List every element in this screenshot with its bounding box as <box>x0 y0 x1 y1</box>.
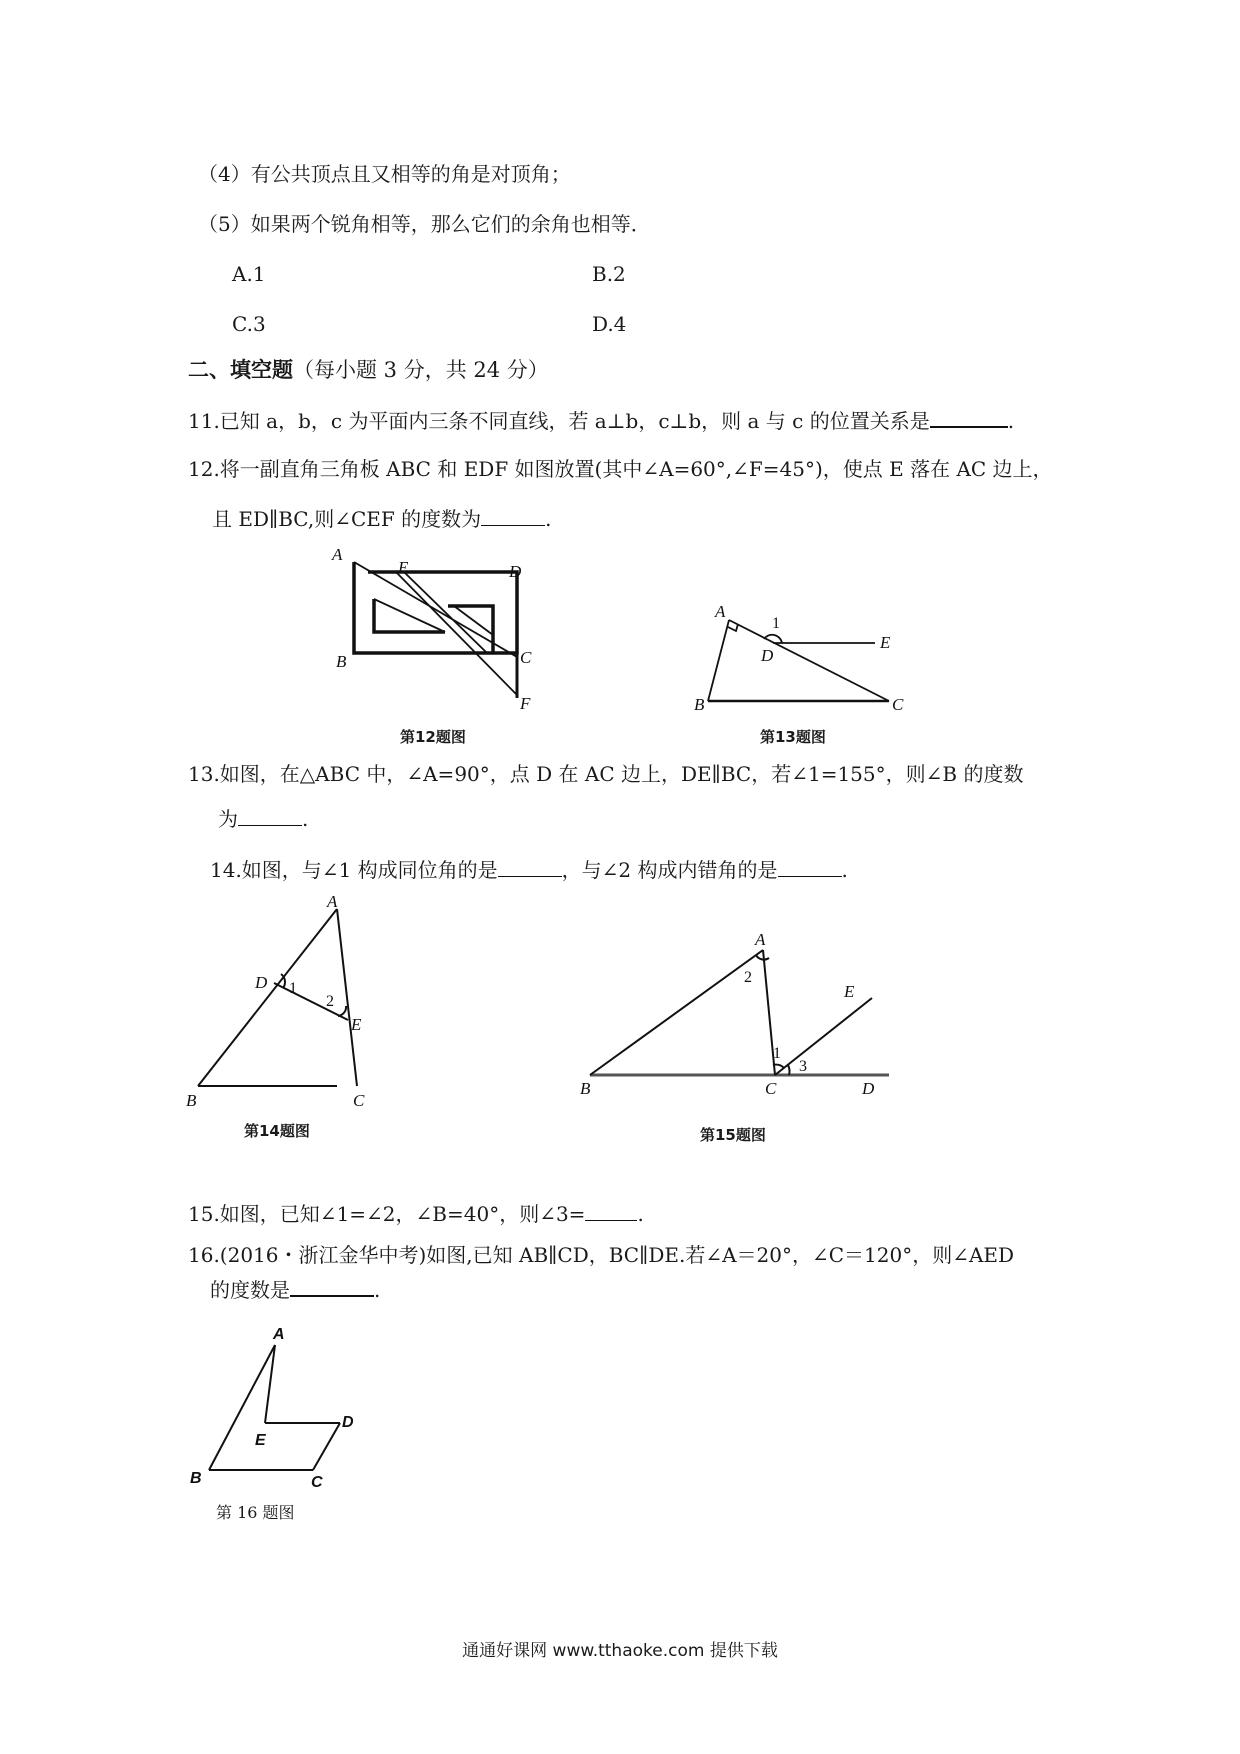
question-15 <box>188 1200 644 1228</box>
fig16-label-D: D <box>342 1414 354 1431</box>
fig15-label-B: B <box>580 1079 591 1098</box>
fig16-label-C: C <box>311 1474 323 1491</box>
question-16-line1: 16.(2016・浙江金华中考)如图,已知 AB∥CD，BC∥DE.若∠A＝20°，∠C＝120°，则∠AED <box>188 1243 1015 1267</box>
q11-answer-blank[interactable] <box>930 406 1008 428</box>
q16-answer-blank[interactable] <box>290 1275 374 1297</box>
fig14-label-A: A <box>327 892 338 911</box>
q12-end: . <box>545 507 552 531</box>
question-12-line1: 12.将一副直角三角板 ABC 和 EDF 如图放置(其中∠A=60°,∠F=45°)，使点 E 落在 AC 边上， <box>188 457 1053 481</box>
fig14-caption: 第14题图 <box>244 1122 310 1140</box>
q15-text: 15.如图，已知∠1=∠2，∠B=40°，则∠3= <box>188 1202 586 1226</box>
q11-end: . <box>1007 409 1015 433</box>
fig13-label-B: B <box>694 695 705 714</box>
q15-end: . <box>637 1202 644 1226</box>
figure-16 <box>185 1320 365 1490</box>
fig15-label-E: E <box>844 982 855 1001</box>
fig15-label-C: C <box>765 1079 777 1098</box>
fig14-label-B: B <box>186 1091 197 1110</box>
figure-12 <box>320 540 550 720</box>
q12-text: 且 ED∥BC,则∠CEF 的度数为 <box>212 507 482 531</box>
fig13-label-C: C <box>892 695 904 714</box>
q14-part1: 14.如图，与∠1 构成同位角的是 <box>210 858 498 882</box>
statement-4: （4）有公共顶点且又相等的角是对顶角； <box>198 162 571 186</box>
section-heading <box>188 356 549 384</box>
question-13-line2 <box>218 805 308 833</box>
figure-14 <box>180 892 380 1125</box>
q13-answer-blank[interactable] <box>238 805 302 826</box>
fig16-label-A: A <box>273 1326 285 1343</box>
q15-answer-blank[interactable] <box>585 1200 637 1221</box>
option-c: C.3 <box>232 312 266 336</box>
fig15-caption: 第15题图 <box>700 1126 766 1144</box>
q14-answer-blank-2[interactable] <box>778 856 842 877</box>
fig13-label-D: D <box>761 646 774 665</box>
page-footer: 通通好课网 www.tthaoke.com 提供下载 <box>462 1641 778 1661</box>
fig14-label-C: C <box>353 1091 365 1110</box>
option-d: D.4 <box>592 312 627 336</box>
fig12-label-F: F <box>520 694 531 713</box>
fig12-label-E: E <box>398 558 409 577</box>
fig12-label-A: A <box>332 545 343 564</box>
q14-part2: ，与∠2 构成内错角的是 <box>561 858 778 882</box>
section-note: （每小题 3 分，共 24 分） <box>293 358 549 382</box>
option-a: A.1 <box>232 262 266 286</box>
fig14-label-D: D <box>255 973 268 992</box>
question-13-line1: 13.如图，在△ABC 中，∠A=90°，点 D 在 AC 边上，DE∥BC，若∠1=155°，则∠B 的度数 <box>188 762 1024 786</box>
fig15-label-D: D <box>862 1079 875 1098</box>
q11-text: 11.已知 a，b，c 为平面内三条不同直线，若 a⊥b，c⊥b，则 a 与 c 的位置关系是 <box>188 409 930 433</box>
fig13-caption: 第13题图 <box>760 728 826 746</box>
question-14 <box>210 856 848 884</box>
q14-end: . <box>841 858 848 882</box>
fig12-label-C: C <box>520 648 532 667</box>
fig16-label-B: B <box>190 1470 202 1487</box>
q16-text: 的度数是 <box>210 1278 290 1302</box>
fig15-label-angle3: 3 <box>799 1058 807 1075</box>
q13-end: . <box>302 807 309 831</box>
statement-5: （5）如果两个锐角相等，那么它们的余角也相等． <box>198 212 651 236</box>
fig15-label-A: A <box>755 930 766 949</box>
fig12-label-D: D <box>509 562 522 581</box>
fig13-label-angle1: 1 <box>772 615 780 632</box>
option-b: B.2 <box>592 262 626 286</box>
fig13-label-A: A <box>715 602 726 621</box>
fig15-label-angle1: 1 <box>773 1045 781 1062</box>
fig12-label-B: B <box>336 652 347 671</box>
fig15-label-angle2: 2 <box>744 969 752 986</box>
fig14-label-E: E <box>351 1015 362 1034</box>
fig14-label-angle1: 1 <box>289 980 297 997</box>
question-12-line2 <box>212 505 552 533</box>
section-title: 二、填空题 <box>188 358 293 382</box>
q13-text: 为 <box>218 807 238 831</box>
question-16-line2 <box>210 1275 380 1304</box>
fig12-caption: 第12题图 <box>400 728 466 746</box>
fig16-label-E: E <box>255 1432 266 1449</box>
fig14-label-angle2: 2 <box>326 993 334 1010</box>
q16-end: . <box>374 1278 381 1302</box>
q12-answer-blank[interactable] <box>481 505 545 526</box>
fig13-label-E: E <box>880 633 891 652</box>
fig16-caption: 第 16 题图 <box>216 1503 295 1522</box>
question-11 <box>188 406 1014 435</box>
q14-answer-blank-1[interactable] <box>498 856 562 877</box>
figure-13 <box>660 590 920 720</box>
figure-15 <box>580 920 900 1100</box>
